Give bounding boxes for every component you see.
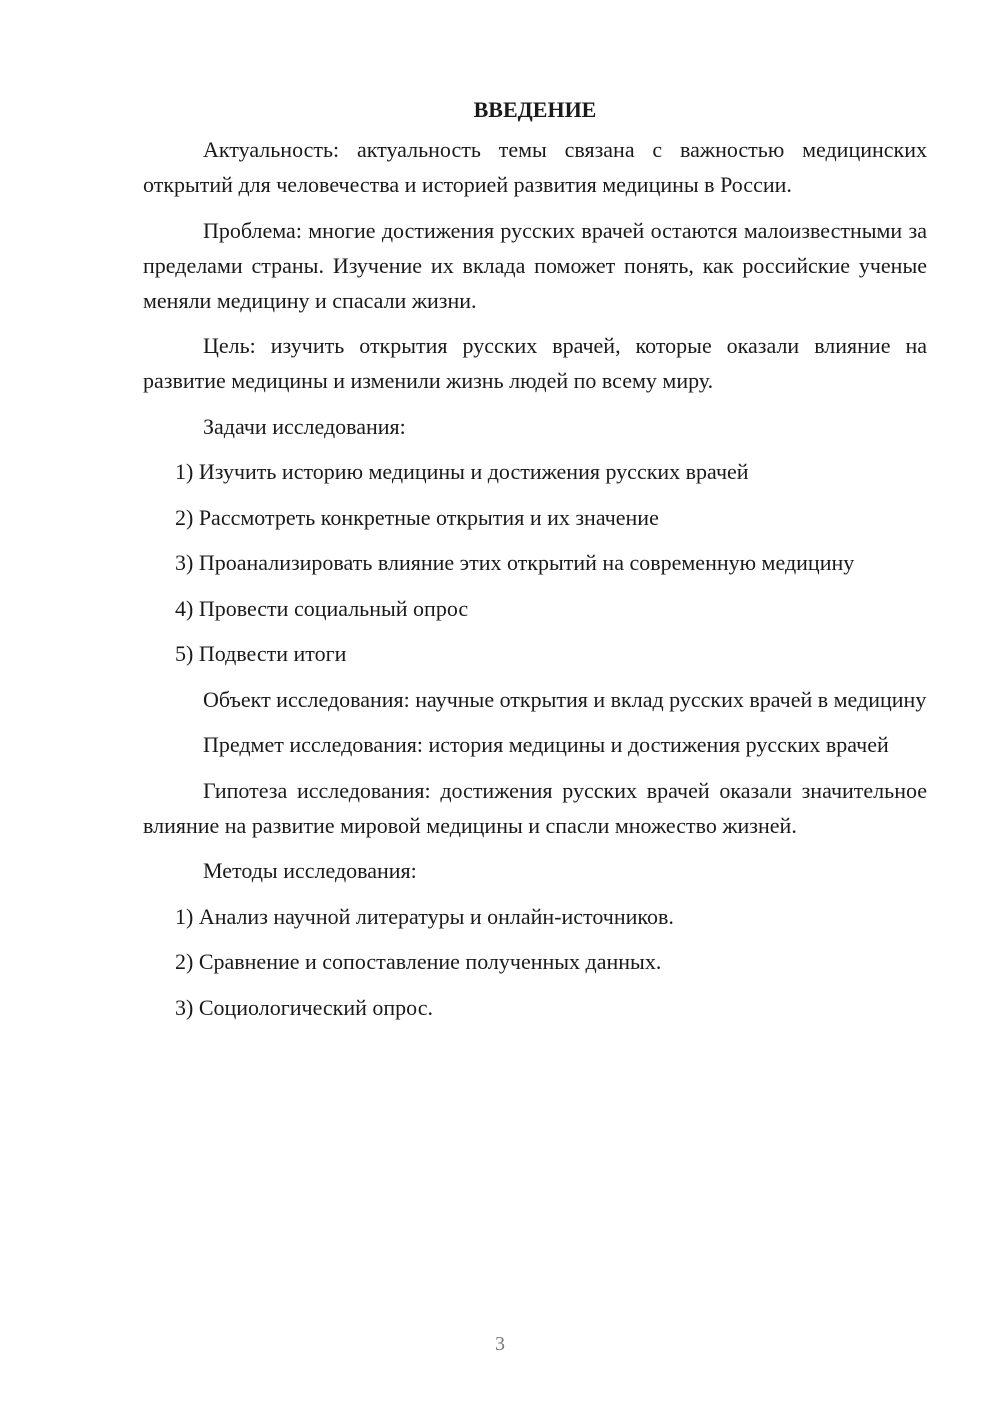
tasks-heading: Задачи исследования:: [203, 413, 406, 439]
task-item: 2) Рассмотреть конкретные открытия и их значение: [175, 504, 659, 530]
problem-paragraph: Проблема: многие достижения русских врачей остаются малоизвестными за пределами страны. Изучение их вклада поможет понять, как российские ученые меняли медицину и спасали жизни.: [143, 217, 927, 313]
task-item: 1) Изучить историю медицины и достижения русских врачей: [175, 459, 749, 484]
method-item: 1) Анализ научной литературы и онлайн-источников.: [175, 903, 674, 929]
page-title: ВВЕДЕНИЕ: [473, 97, 597, 122]
methods-heading: Методы исследования:: [203, 858, 417, 883]
task-item: 4) Провести социальный опрос: [175, 595, 469, 621]
document-body: [143, 92, 927, 1035]
goal-paragraph: Цель: изучить открытия русских врачей, которые оказали влияние на развитие медицины и изменили жизнь людей по всему миру.: [143, 333, 927, 393]
task-item: 5) Подвести итоги: [175, 641, 347, 666]
hypothesis-paragraph: Гипотеза исследования: достижения русских врачей оказали значительное влияние на развитие мировой медицины и спасли множество жизней.: [143, 777, 927, 838]
page-number: 3: [495, 1333, 505, 1355]
relevance-paragraph: Актуальность: актуальность темы связана с важностью медицинских открытий для человечества и историей развития медицины в России.: [143, 137, 927, 197]
subject-paragraph: Предмет исследования: история медицины и достижения русских врачей: [203, 732, 889, 757]
object-paragraph: Объект исследования: научные открытия и вклад русских врачей в медицину: [203, 686, 927, 712]
task-item: 3) Проанализировать влияние этих открытий на современную медицину: [175, 550, 855, 575]
method-item: 3) Социологический опрос.: [175, 994, 433, 1020]
method-item: 2) Сравнение и сопоставление полученных данных.: [175, 949, 662, 974]
